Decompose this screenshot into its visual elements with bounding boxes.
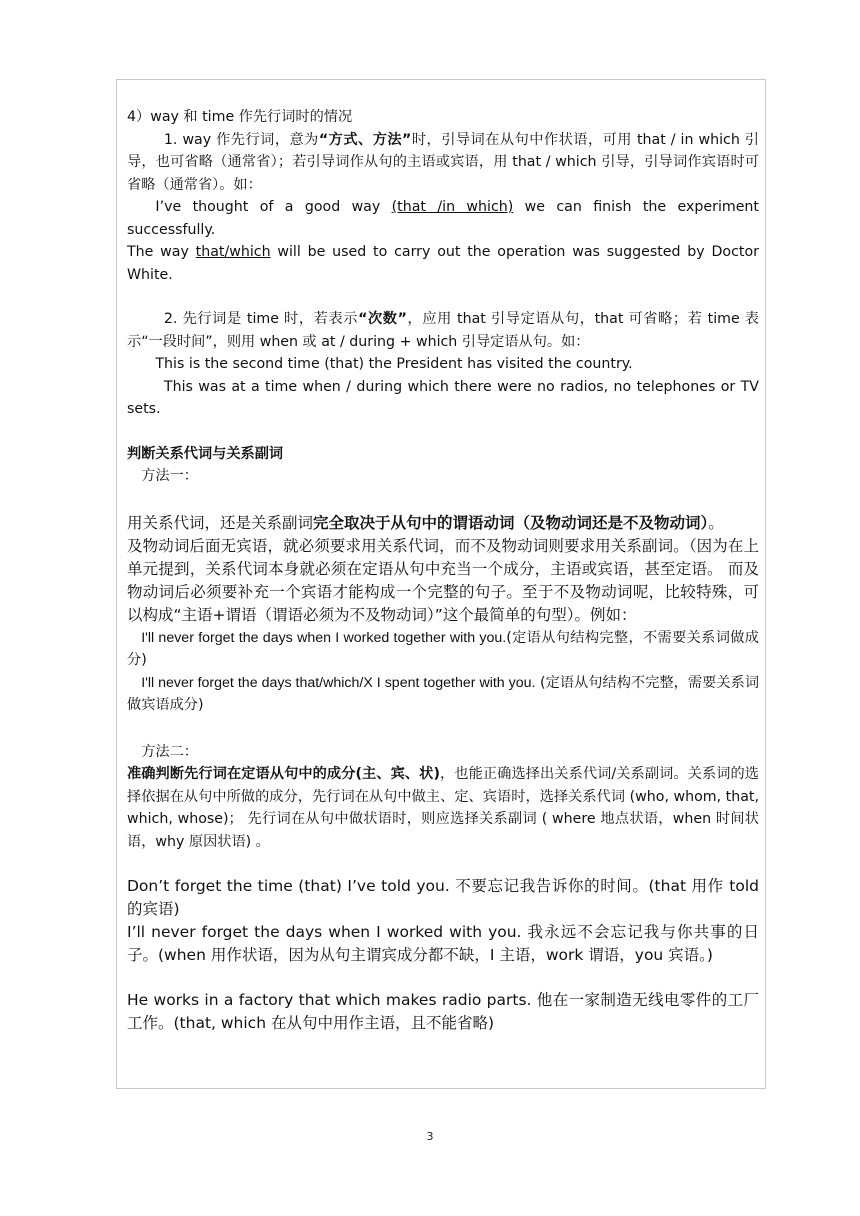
section-heading-way-time: 4）way 和 time 作先行词时的情况 xyxy=(127,109,353,125)
method-two-text: ，也能正确选择出关系代词/关系副词。关系词的选择依据在从句中所做的成分，先行词在从句中做主、定、宾语时，选择关系代词 (who, whom, that, which, whose)； 先行词在从句中做状语时，则应选择关系副词 ( where 地点状语，when 时间状语，why 原因状语) 。 xyxy=(127,766,759,850)
rule-time-text-rest: ，应用 that 引导定语从句，that 可省略；若 time 表示“一段时间”，则用 when 或 at / during + which 引导定语从句。如： xyxy=(127,311,759,350)
example-time-1: This is the second time (that) the President has visited the country. xyxy=(155,356,633,372)
example-text: I’ve thought of a good way xyxy=(155,199,392,215)
example-underlined: (that /in which) xyxy=(391,199,514,215)
method-two-rule xyxy=(127,763,759,853)
method-one-label: 方法一： xyxy=(141,468,198,484)
rule-time-text: 2. 先行词是 time 时，若表示 xyxy=(163,311,359,327)
section-heading-text: 判断关系代词与关系副词 xyxy=(127,445,284,462)
example-factory: He works in a factory that which makes radio parts. 他在一家制造无线电零件的工厂工作。(that, which 在从句中用作主语，且不能省略) xyxy=(127,991,759,1032)
rule-way-text-rest: 时，引导词在从句中作状语，可用 that / in which 引导，也可省略（通常省）；若引导词作从句的主语或宾语，用 that / which 引导，引导词作宾语时可省略（通常省）。如： xyxy=(127,131,759,193)
rule-way-emphasis: “方式、方法” xyxy=(318,131,412,148)
rule-time-paragraph xyxy=(127,308,759,353)
content-box xyxy=(116,79,766,1089)
method-one-emphasis: 完全取决于从句中的谓语动词（及物动词还是不及物动词） xyxy=(313,513,709,532)
example-worked: I’ll never forget the days when I worked with you. 我永远不会忘记我与你共事的日子。(when 用作状语，因为从句主谓宾成分都不缺，I 主语，work 谓语，you 宾语。) xyxy=(127,923,759,964)
method-two-label: 方法二： xyxy=(141,743,198,760)
method-one-example-1 xyxy=(127,627,759,672)
section-heading-judge xyxy=(127,443,759,466)
example-told: Don’t forget the time (that) I’ve told you. 不要忘记我告诉你的时间。(that 用作 told 的宾语) xyxy=(127,877,759,918)
method-one-text: 用关系代词，还是关系副词 xyxy=(127,513,314,532)
rule-way-paragraph xyxy=(127,129,759,197)
example-way-2 xyxy=(127,241,759,286)
method-one-text-end: 。 xyxy=(708,513,724,532)
example-way-1 xyxy=(127,196,759,241)
rule-time-emphasis: “次数” xyxy=(358,311,407,327)
example-note: (定语从句结构不完整，需要关系词做宾语成分) xyxy=(127,674,760,713)
method-one-rule xyxy=(127,512,759,535)
method-one-example-2 xyxy=(127,672,759,717)
page-number: 3 xyxy=(426,1130,434,1143)
rule-way-text: 1. way 作先行词，意为 xyxy=(163,131,319,148)
example-underlined: that/which xyxy=(195,244,271,260)
example-time-2: This was at a time when / during which there were no radios, no telephones or TV sets. xyxy=(127,378,759,417)
example-text: we can finish the experiment successfully. xyxy=(127,199,759,238)
example-note: (定语从句结构完整，不需要关系词做成分) xyxy=(127,629,759,668)
example-english: I'll never forget the days that/which/X I spent together with you. xyxy=(141,674,536,691)
method-one-explanation: 及物动词后面无宾语，就必须要求用关系代词，而不及物动词则要求用关系副词。（因为在上单元提到，关系代词本身就必须在定语从句中充当一个成分，主语或宾语，甚至定语。 而及物动词后必须要补充一个宾语才能构成一个完整的句子。至于不及物动词呢，比较特殊，可以构成“主语+谓语（谓语必须为不及物动词）”这个最简单的句型）。例如： xyxy=(127,536,759,624)
example-text: will be used to carry out the operation was suggested by Doctor White. xyxy=(127,244,759,283)
method-two-emphasis: 准确判断先行词在定语从句中的成分(主、宾、状) xyxy=(127,766,440,782)
example-english: I'll never forget the days when I worked together with you. xyxy=(141,629,507,646)
example-text: The way xyxy=(127,244,196,260)
